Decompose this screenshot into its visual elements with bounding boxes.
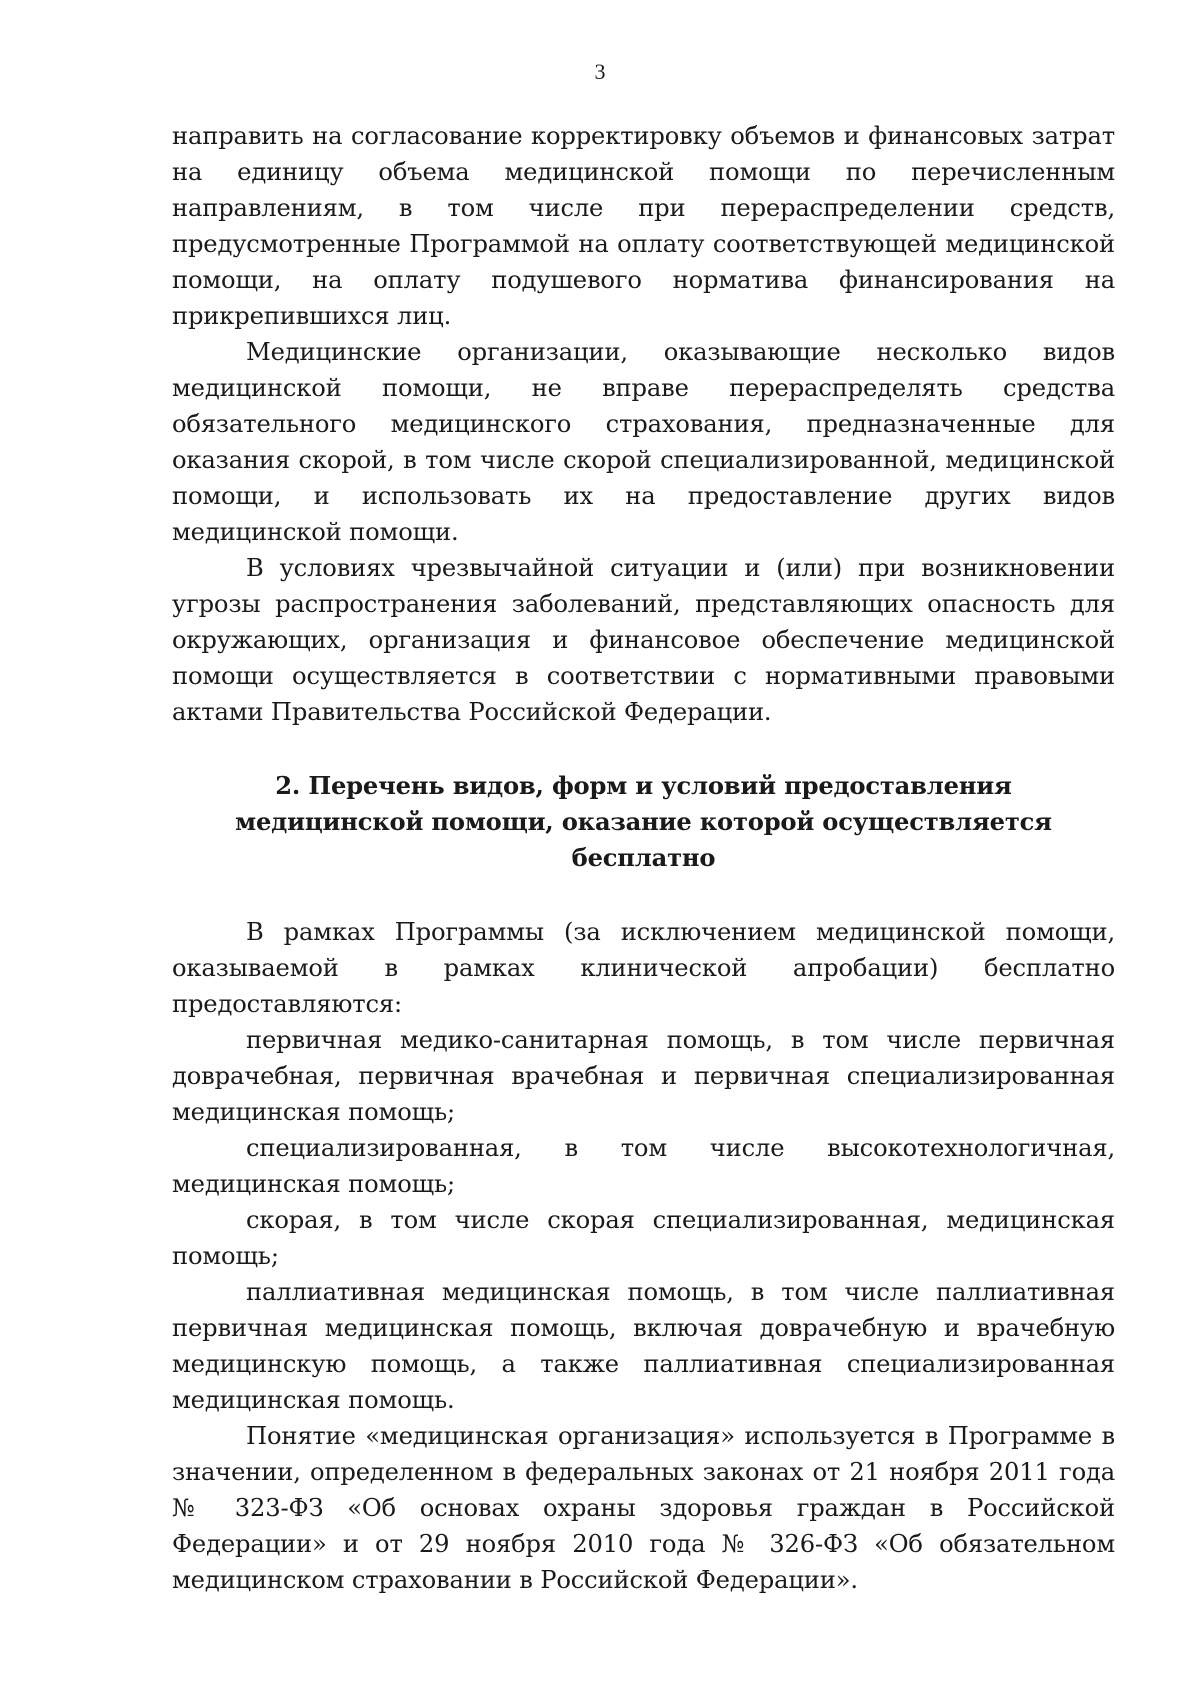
section-heading-line-2: медицинской помощи, оказание которой осуществляется бесплатно <box>235 807 1052 872</box>
paragraph-continuation: направить на согласование корректировку объемов и финансовых затрат на единицу объема медицинской помощи по перечисленным направлениям, в том числе при перераспределении средств, предусмотренные Программой на оплату соответствующей медицинской помощи, на оплату подушевого норматива финансирования на прикрепившихся лиц. <box>172 122 1115 330</box>
list-item-emergency-care: скорая, в том числе скорая специализированная, медицинская помощь; <box>172 1206 1115 1270</box>
paragraph-definition: Понятие «медицинская организация» используется в Программе в значении, определенном в федеральных законах от 21 ноября 2011 года № 323-ФЗ «Об основах охраны здоровья граждан в Российской Федерации» и от 29 ноября 2010 года № 326-ФЗ «Об обязательном медицинском страховании в Российской Федерации». <box>172 1422 1115 1594</box>
section-heading-line-1: 2. Перечень видов, форм и условий предоставления <box>275 771 1012 800</box>
paragraph-emergency: В условиях чрезвычайной ситуации и (или) при возникновении угрозы распространения заболеваний, представляющих опасность для окружающих, организация и финансовое обеспечение медицинской помощи осуществляется в соответствии с нормативными правовыми актами Правительства Российской Федерации. <box>172 554 1115 726</box>
page-number: 3 <box>594 59 606 84</box>
paragraph-oms-funds: Медицинские организации, оказывающие несколько видов медицинской помощи, не вправе перераспределять средства обязательного медицинского страхования, предназначенные для оказания скорой, в том числе скорой специализированной, медицинской помощи, и использовать их на предоставление других видов медицинской помощи. <box>172 338 1115 546</box>
paragraph-program-scope: В рамках Программы (за исключением медицинской помощи, оказываемой в рамках клинической апробации) бесплатно предоставляются: <box>172 918 1115 1018</box>
list-item-primary-care: первичная медико-санитарная помощь, в том числе первичная доврачебная, первичная врачебная и первичная специализированная медицинская помощь; <box>172 1026 1115 1126</box>
list-item-specialized-care: специализированная, в том числе высокотехнологичная, медицинская помощь; <box>172 1134 1115 1198</box>
section-heading <box>172 768 1115 876</box>
document-body <box>172 118 1115 1598</box>
list-item-palliative-care: паллиативная медицинская помощь, в том числе паллиативная первичная медицинская помощь, включая доврачебную и врачебную медицинскую помощь, а также паллиативная специализированная медицинская помощь. <box>172 1278 1115 1414</box>
